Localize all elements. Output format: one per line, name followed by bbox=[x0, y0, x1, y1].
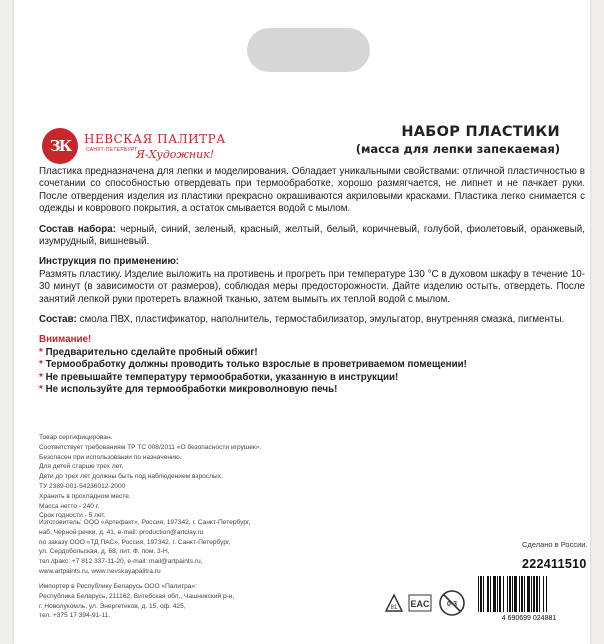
barcode-digits: 4 690699 024881 bbox=[501, 615, 557, 622]
maker-line: по заказу ООО «ТД ПАС», Россия, 197342, г. Санкт-Петербург, bbox=[39, 538, 231, 546]
recycle-code: 81 bbox=[390, 605, 398, 611]
eac-icon bbox=[409, 595, 431, 611]
cert-line: Масса нетто - 240 г. bbox=[39, 502, 100, 510]
certification-info bbox=[39, 433, 339, 521]
barcode-bar bbox=[499, 576, 501, 612]
composition-label: Состав: bbox=[39, 314, 77, 326]
maker-line: тел./факс: +7 812 337-11-20, e-mail: mail@artpaints.ru, bbox=[39, 558, 203, 566]
maker-line: наб. Черной речки, д. 41, e-mail: production@artclay.ru bbox=[39, 528, 204, 536]
warning-list bbox=[39, 347, 585, 397]
barcode-bar bbox=[543, 576, 544, 612]
barcode-bar bbox=[478, 576, 479, 612]
importer-line: Импортер в Республику Беларусь ООО «Палитра»: bbox=[39, 583, 197, 590]
article-number: 222411510 bbox=[522, 557, 587, 571]
instructions-label: Инструкция по применению: bbox=[39, 256, 180, 268]
asterisk-icon: * bbox=[39, 371, 43, 383]
brand-monogram: ЗК bbox=[42, 128, 78, 164]
maker-line: ул. Сердобольская, д. 68, лит. Ф, пом. 3-Н, bbox=[39, 548, 170, 556]
brand-slogan: Я-Художник! bbox=[136, 148, 215, 161]
barcode-bars bbox=[478, 576, 547, 612]
instructions bbox=[39, 256, 585, 306]
barcode-bar bbox=[507, 576, 508, 612]
importer-line: тел. +375 17 394-91-11. bbox=[39, 612, 111, 620]
barcode-bar bbox=[509, 576, 511, 612]
barcode bbox=[472, 574, 586, 622]
barcode-bar bbox=[490, 576, 491, 612]
description: Пластика предназначена для лепки и моделирования. Обладает уникальными свойствами: отличной пластичностью в сочетании со способностью отвердевать при термообработке, хорошо размягчается, не липнет и не пачкает руки. После отвердения изделия из пластики прекрасно окрашиваются акриловыми красками. Пластика легко снимается с одежды и коврового покрытия, а остаток смывается водой с мылом. bbox=[39, 166, 585, 215]
barcode-bar bbox=[533, 576, 535, 612]
instructions-text: Размять пластику. Изделие выложить на противень и прогреть при температуре 130 °С в духовом шкафу в течение 10-30 минут (в зависимости от размеров), соблюдая меры предосторожности. Дайте изделию остыть, отвердеть. После занятий лепкой руки протереть влажной тканью, затем вымыть их теплой водой с мылом. bbox=[39, 268, 585, 305]
cert-line: Хранить в прохладном месте. bbox=[39, 492, 131, 500]
asterisk-icon: * bbox=[39, 384, 43, 396]
warning-block bbox=[39, 334, 585, 396]
asterisk-icon: * bbox=[39, 346, 43, 358]
barcode-bar bbox=[527, 576, 530, 612]
age-text: 0-3 bbox=[446, 601, 458, 608]
barcode-bar bbox=[512, 576, 513, 612]
brand-name: НЕВСКАЯ ПАЛИТРА bbox=[84, 132, 226, 146]
barcode-bar bbox=[524, 576, 525, 612]
warning-text: Предварительно сделайте пробный обжиг! bbox=[45, 346, 258, 358]
eac-text: EAC bbox=[410, 599, 430, 609]
barcode-bar bbox=[497, 576, 498, 612]
cert-line: Соответствует требованиям ТР ТС 008/2011 «О безопасности игрушек». bbox=[39, 443, 262, 451]
barcode-bar bbox=[487, 576, 489, 612]
set-contents bbox=[39, 224, 585, 249]
set-label: Состав набора: bbox=[39, 223, 116, 235]
barcode-bar bbox=[531, 576, 532, 612]
cert-line: ТУ 2389-001-54236012-2000 bbox=[39, 482, 126, 490]
maker-line: www.artpaints.ru, www.nevskayapalitra.ru bbox=[39, 567, 161, 575]
warning-text: Не используйте для термообработки микроволновую печь! bbox=[45, 384, 338, 396]
barcode-bar bbox=[539, 576, 540, 612]
manufacturer-info bbox=[39, 518, 339, 577]
composition bbox=[39, 314, 585, 326]
warning-item bbox=[39, 359, 585, 371]
compliance-marks bbox=[382, 587, 474, 617]
cert-line: Безопасен при использовании по назначению. bbox=[39, 453, 182, 461]
cert-line: Товар сертифицирован. bbox=[39, 434, 113, 441]
importer-line: г. Новолукомль, ул. Энергетиков, д. 15, оф. 425, bbox=[39, 602, 186, 610]
barcode-bar bbox=[483, 576, 484, 612]
warning-item bbox=[39, 372, 585, 384]
recycle-icon bbox=[386, 595, 402, 611]
product-title-sub: (масса для лепки запекаемая) bbox=[355, 142, 560, 156]
maker-line: Изготовитель: ООО «Артефакт», Россия, 197342, г. Санкт-Петербург, bbox=[39, 519, 251, 526]
age-warning-icon bbox=[440, 591, 464, 615]
cert-line: Срок годности - 5 лет. bbox=[39, 512, 106, 520]
warning-item bbox=[39, 347, 585, 359]
brand-city: САНКТ-ПЕТЕРБУРГ bbox=[86, 147, 138, 153]
barcode-bar bbox=[493, 576, 496, 612]
product-title bbox=[356, 124, 560, 156]
warning-item bbox=[39, 384, 585, 396]
cert-line: Для детей старше трех лет. bbox=[39, 463, 124, 471]
product-card bbox=[14, 0, 590, 644]
hang-hole bbox=[247, 28, 370, 72]
importer-line: Республика Беларусь, 211162, Витебская обл., Чашникский р-н, bbox=[39, 592, 235, 600]
barcode-bar bbox=[521, 576, 523, 612]
barcode-bar bbox=[519, 576, 520, 612]
composition-text: смола ПВХ, пластификатор, наполнитель, термостабилизатор, эмульгатор, внутренняя смазка, пигменты. bbox=[76, 314, 565, 326]
warning-text: Термообработку должны проводить только взрослые в проветриваемом помещении! bbox=[45, 359, 467, 371]
asterisk-icon: * bbox=[39, 359, 43, 371]
set-text: черный, синий, зеленый, красный, желтый, белый, коричневый, голубой, фиолетовый, оранжевый, изумрудный, вишневый. bbox=[39, 223, 585, 248]
main-text bbox=[39, 166, 585, 397]
warning-text: Не превышайте температуру термообработки, указанную в инструкции! bbox=[45, 371, 399, 383]
cert-line: Дети до трех лет должны быть под наблюдением взрослых. bbox=[39, 473, 223, 481]
barcode-bar bbox=[514, 576, 517, 612]
barcode-bar bbox=[503, 576, 504, 612]
barcode-bar bbox=[480, 576, 482, 612]
brand-logo bbox=[42, 128, 282, 166]
barcode-bar bbox=[536, 576, 538, 612]
product-title-main: НАБОР ПЛАСТИКИ bbox=[401, 124, 560, 140]
made-in-label: Сделано в России. bbox=[522, 540, 588, 549]
importer-info bbox=[39, 582, 339, 621]
warning-label: Внимание! bbox=[39, 334, 92, 346]
barcode-bar bbox=[546, 576, 547, 612]
